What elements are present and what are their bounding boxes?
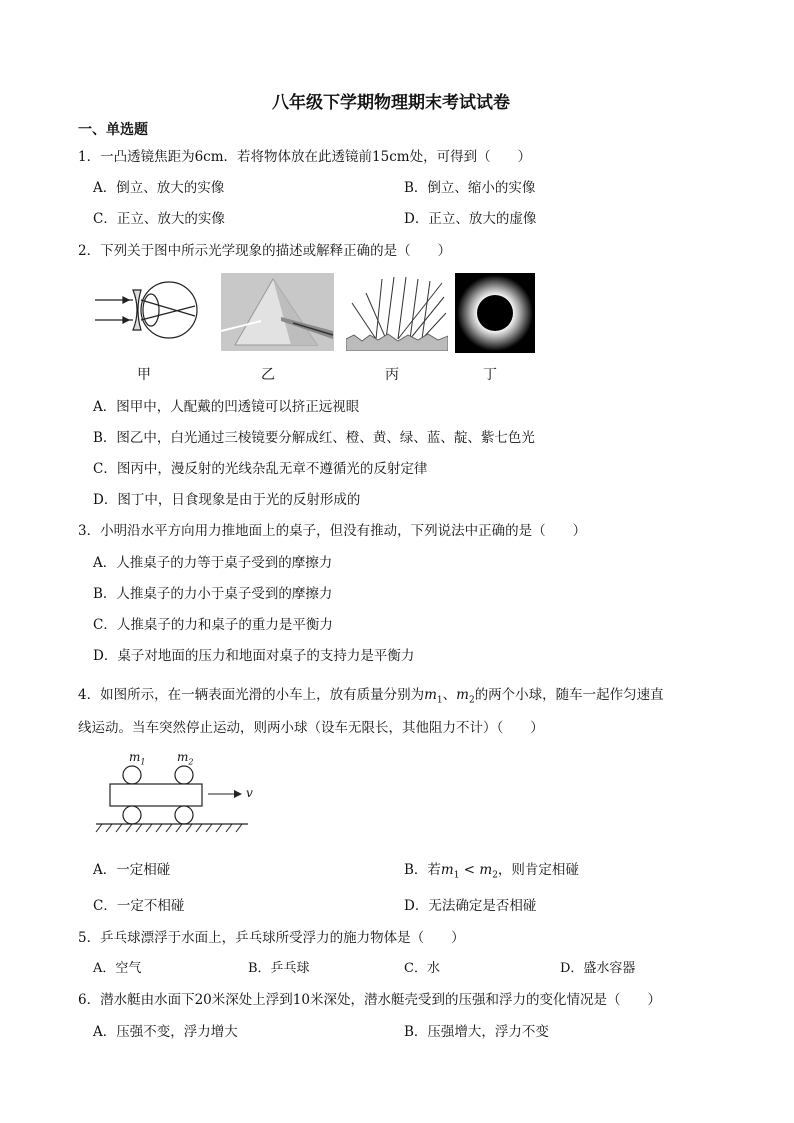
question-2-option-c: C．图丙中，漫反射的光线杂乱无章不遵循光的反射定律 xyxy=(93,461,428,477)
ball-label-m2: $m_2$ xyxy=(177,750,194,767)
option-b-m2: m xyxy=(479,862,493,878)
solar-eclipse-figure xyxy=(455,273,535,353)
mass-m2-subscript: 2 xyxy=(468,695,475,706)
figure-caption-yi: 乙 xyxy=(261,367,275,383)
question-2-option-b: B．图乙中，白光通过三棱镜要分解成红、橙、黄、绿、蓝、靛、紫七色光 xyxy=(93,430,535,446)
ball-label-m1: $m_1$ xyxy=(129,750,146,767)
prism-figure xyxy=(221,273,334,351)
mass-separator: 、 xyxy=(442,687,457,703)
question-6-option-b: B．压强增大，浮力不变 xyxy=(404,1024,549,1040)
question-4-stem-part1: 4．如图所示，在一辆表面光滑的小车上，放有质量分别为 xyxy=(78,687,425,703)
question-2-option-d: D．图丁中，日食现象是由于光的反射形成的 xyxy=(93,492,361,508)
question-6-option-a: A．压强不变，浮力增大 xyxy=(93,1024,238,1040)
question-4-stem-line1 xyxy=(78,683,664,706)
question-1-option-a: A．倒立、放大的实像 xyxy=(93,180,225,196)
velocity-label: v xyxy=(246,786,253,800)
question-3-option-a: A．人推桌子的力等于桌子受到的摩擦力 xyxy=(93,555,333,571)
question-3-option-d: D．桌子对地面的压力和地面对桌子的支持力是平衡力 xyxy=(93,648,415,664)
question-3-stem: 3．小明沿水平方向用力推地面上的桌子，但没有推动，下列说法中正确的是（ ） xyxy=(78,523,587,539)
question-1-stem: 1．一凸透镜焦距为6cm．若将物体放在此透镜前15cm处，可得到（ ） xyxy=(78,149,532,165)
question-4-stem-part2: 的两个小球，随车一起作匀速直 xyxy=(474,687,664,703)
question-3-option-c: C．人推桌子的力和桌子的重力是平衡力 xyxy=(93,617,333,633)
question-5-stem: 5．乒乓球漂浮于水面上，乒乓球所受浮力的施力物体是（ ） xyxy=(78,930,465,946)
option-b-prefix: B．若 xyxy=(404,862,441,878)
option-b-sub1: 1 xyxy=(453,870,460,881)
figure-caption-jia: 甲 xyxy=(137,367,151,383)
question-6-stem: 6．潜水艇由水面下20米深处上浮到10米深处，潜水艇壳受到的压强和浮力的变化情况是（ ） xyxy=(78,992,661,1008)
mass-m1-symbol: m xyxy=(424,687,437,703)
question-4-option-d: D．无法确定是否相碰 xyxy=(404,898,537,914)
mass-m2-symbol: m xyxy=(456,687,469,703)
page-title: 八年级下学期物理期末考试试卷 xyxy=(272,93,510,113)
question-1-option-d: D．正立、放大的虚像 xyxy=(404,211,537,227)
figure-caption-ding: 丁 xyxy=(483,367,497,383)
question-5-option-c: C．水 xyxy=(404,961,440,976)
option-b-less-than: < xyxy=(459,862,480,878)
figure-caption-bing: 丙 xyxy=(385,367,399,383)
question-4-stem-line2: 线运动。当车突然停止运动，则两小球（设车无限长，其他阻力不计）（ ） xyxy=(78,720,544,736)
eye-lens-figure xyxy=(93,276,205,348)
question-4-option-c: C．一定不相碰 xyxy=(93,898,185,914)
question-1-option-b: B．倒立、缩小的实像 xyxy=(404,180,536,196)
section-heading: 一、单选题 xyxy=(78,122,148,138)
question-4-option-b xyxy=(404,858,579,881)
option-b-suffix: ，则肯定相碰 xyxy=(497,862,579,878)
question-5-option-a: A．空气 xyxy=(93,961,142,976)
mass-m1-subscript: 1 xyxy=(436,695,443,706)
question-5-option-d: D．盛水容器 xyxy=(560,961,636,976)
question-2-option-a: A．图甲中，人配戴的凹透镜可以挤正远视眼 xyxy=(93,399,360,415)
question-2-stem: 2．下列关于图中所示光学现象的描述或解释正确的是（ ） xyxy=(78,243,452,259)
option-b-m1: m xyxy=(440,862,454,878)
question-5-option-b: B．乒乓球 xyxy=(248,961,310,976)
option-b-sub2: 2 xyxy=(492,870,498,881)
question-4-option-a: A．一定相碰 xyxy=(93,862,171,878)
question-3-option-b: B．人推桌子的力小于桌子受到的摩擦力 xyxy=(93,586,333,602)
diffuse-reflection-figure xyxy=(346,273,448,351)
question-1-option-c: C．正立、放大的实像 xyxy=(93,211,225,227)
